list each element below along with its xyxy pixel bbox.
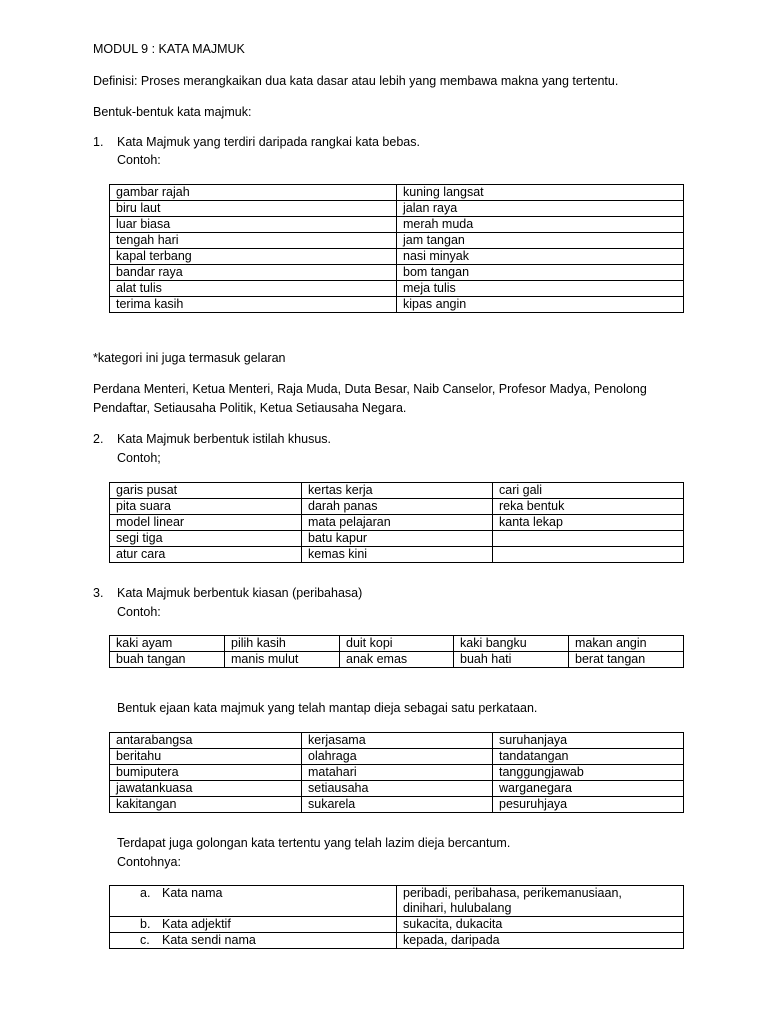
table-cell: pesuruhjaya <box>493 797 684 813</box>
fixed-spelling-heading: Bentuk ejaan kata majmuk yang telah mantap dieja sebagai satu perkataan. <box>117 701 538 715</box>
table-row <box>110 201 684 217</box>
section1-heading: Kata Majmuk yang terdiri daripada rangkai kata bebas. <box>117 135 420 149</box>
category-name: Kata adjektif <box>162 917 231 931</box>
table-cell: kanta lekap <box>493 515 684 531</box>
table-row <box>110 749 684 765</box>
table-row <box>110 249 684 265</box>
table-cell: warganegara <box>493 781 684 797</box>
table-cell: darah panas <box>302 499 493 515</box>
table-cell: terima kasih <box>110 297 397 313</box>
table-cell: buah tangan <box>110 652 225 668</box>
table-cell: jalan raya <box>397 201 684 217</box>
table-cell: beritahu <box>110 749 302 765</box>
section1-table <box>109 184 684 313</box>
forms-heading: Bentuk-bentuk kata majmuk: <box>93 105 252 119</box>
table-cell: tandatangan <box>493 749 684 765</box>
table-cell: luar biasa <box>110 217 397 233</box>
section2-heading: Kata Majmuk berbentuk istilah khusus. <box>117 432 331 446</box>
table-row <box>110 281 684 297</box>
table-cell: pita suara <box>110 499 302 515</box>
table-cell: cari gali <box>493 483 684 499</box>
examples-line: sukacita, dukacita <box>403 917 503 931</box>
category-cell <box>110 917 397 933</box>
table-cell: reka bentuk <box>493 499 684 515</box>
category-cell <box>110 886 397 917</box>
table-row <box>110 933 684 949</box>
table-row <box>110 765 684 781</box>
table-row <box>110 217 684 233</box>
table-cell: kapal terbang <box>110 249 397 265</box>
table-cell: bom tangan <box>397 265 684 281</box>
definition-text: Definisi: Proses merangkaikan dua kata dasar atau lebih yang membawa makna yang tertentu. <box>93 74 619 88</box>
table-cell: setiausaha <box>302 781 493 797</box>
table-cell: duit kopi <box>340 636 454 652</box>
table-cell: bandar raya <box>110 265 397 281</box>
section3-table <box>109 635 684 668</box>
table-row <box>110 297 684 313</box>
table-cell: jam tangan <box>397 233 684 249</box>
section3-number: 3. <box>93 586 104 600</box>
table-cell: alat tulis <box>110 281 397 297</box>
table-cell: tanggungjawab <box>493 765 684 781</box>
table-cell: matahari <box>302 765 493 781</box>
joined-words-heading: Terdapat juga golongan kata tertentu yang telah lazim dieja bercantum. <box>117 836 511 850</box>
row-letter: c. <box>140 933 150 947</box>
table-cell: kemas kini <box>302 547 493 563</box>
table-cell: kakitangan <box>110 797 302 813</box>
table-cell: suruhanjaya <box>493 733 684 749</box>
examples-line: kepada, daripada <box>403 933 500 947</box>
category-name: Kata sendi nama <box>162 933 256 947</box>
table-cell: kuning langsat <box>397 185 684 201</box>
table-cell: bumiputera <box>110 765 302 781</box>
section3-example-label: Contoh: <box>117 605 161 619</box>
table-row <box>110 733 684 749</box>
table-row <box>110 797 684 813</box>
category-cell <box>110 933 397 949</box>
table-cell: kaki bangku <box>454 636 569 652</box>
table-row <box>110 185 684 201</box>
table-cell: model linear <box>110 515 302 531</box>
table-cell: segi tiga <box>110 531 302 547</box>
table-cell: atur cara <box>110 547 302 563</box>
category-name: Kata nama <box>162 886 223 900</box>
table-row <box>110 265 684 281</box>
page-title: MODUL 9 : KATA MAJMUK <box>93 42 245 56</box>
section2-number: 2. <box>93 432 104 446</box>
table-cell: antarabangsa <box>110 733 302 749</box>
table-cell: anak emas <box>340 652 454 668</box>
section2-example-label: Contoh; <box>117 451 161 465</box>
examples-line: peribadi, peribahasa, perikemanusiaan, <box>403 886 622 900</box>
examples-cell <box>397 917 684 933</box>
titles-paragraph: Perdana Menteri, Ketua Menteri, Raja Muda, Duta Besar, Naib Canselor, Profesor Madya, Penolong Pendaftar, Setiausaha Politik, Ketua Setiausaha Negara. <box>93 382 647 415</box>
table-cell: kipas angin <box>397 297 684 313</box>
section2-table <box>109 482 684 563</box>
table-cell: batu kapur <box>302 531 493 547</box>
table-cell: jawatankuasa <box>110 781 302 797</box>
table-row <box>110 483 684 499</box>
examples-cell <box>397 886 684 917</box>
joined-words-table <box>109 885 684 949</box>
table-cell: tengah hari <box>110 233 397 249</box>
table-cell: meja tulis <box>397 281 684 297</box>
table-cell: merah muda <box>397 217 684 233</box>
table-cell: makan angin <box>569 636 684 652</box>
examples-cell <box>397 933 684 949</box>
table-cell: garis pusat <box>110 483 302 499</box>
row-letter: a. <box>140 886 151 900</box>
table-cell: manis mulut <box>225 652 340 668</box>
table-row <box>110 781 684 797</box>
table-row <box>110 531 684 547</box>
table-cell: olahraga <box>302 749 493 765</box>
table-row <box>110 886 684 917</box>
table-cell: kerjasama <box>302 733 493 749</box>
table-cell: nasi minyak <box>397 249 684 265</box>
table-row <box>110 917 684 933</box>
table-cell: buah hati <box>454 652 569 668</box>
table-cell <box>493 547 684 563</box>
table-cell: kaki ayam <box>110 636 225 652</box>
row-letter: b. <box>140 917 151 931</box>
section1-number: 1. <box>93 135 104 149</box>
category-note: *kategori ini juga termasuk gelaran <box>93 351 286 365</box>
table-cell: pilih kasih <box>225 636 340 652</box>
table-cell: mata pelajaran <box>302 515 493 531</box>
table-row <box>110 652 684 668</box>
table-row <box>110 547 684 563</box>
joined-words-example-label: Contohnya: <box>117 855 181 869</box>
table-cell: kertas kerja <box>302 483 493 499</box>
examples-line: dinihari, hulubalang <box>403 901 512 915</box>
fixed-spelling-table <box>109 732 684 813</box>
table-cell: berat tangan <box>569 652 684 668</box>
table-cell: gambar rajah <box>110 185 397 201</box>
table-row <box>110 515 684 531</box>
section3-heading: Kata Majmuk berbentuk kiasan (peribahasa) <box>117 586 363 600</box>
table-row <box>110 636 684 652</box>
table-cell <box>493 531 684 547</box>
table-cell: sukarela <box>302 797 493 813</box>
section1-example-label: Contoh: <box>117 153 161 167</box>
table-row <box>110 233 684 249</box>
table-row <box>110 499 684 515</box>
table-cell: biru laut <box>110 201 397 217</box>
